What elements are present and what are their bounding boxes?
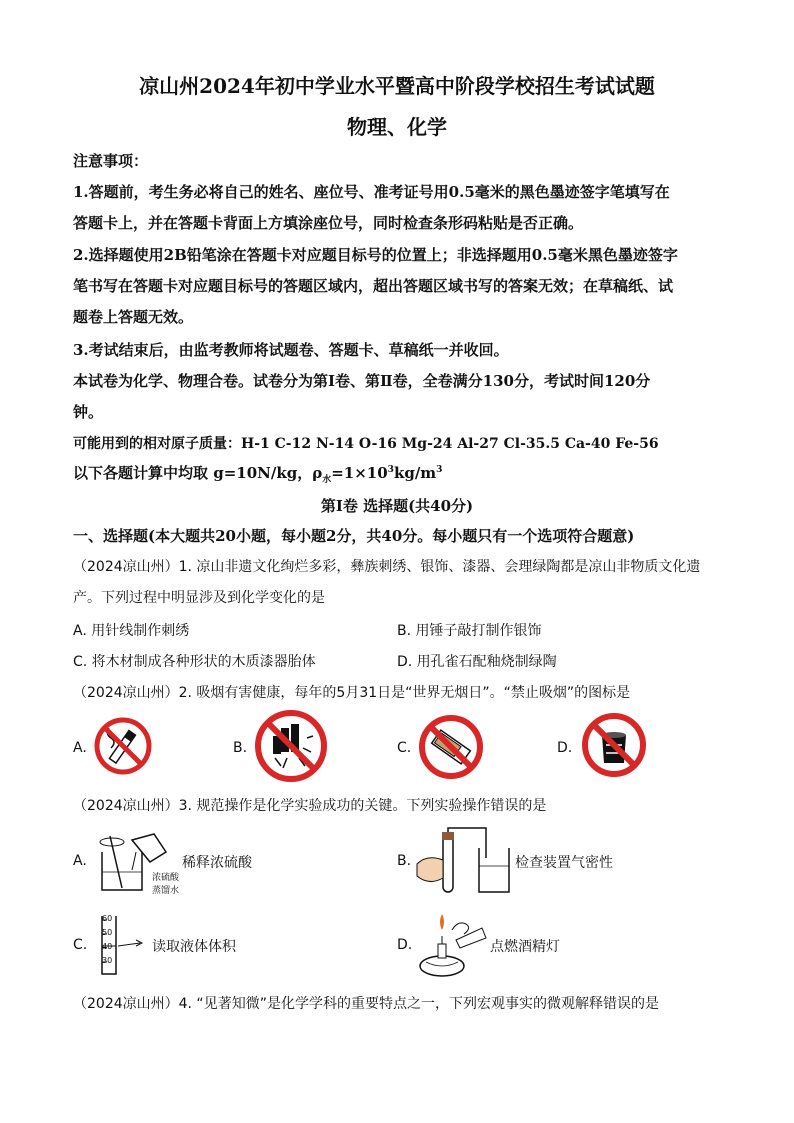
q1-option-a: A. 用针线制作刺绣 (73, 623, 190, 639)
q3-option-d-label: D. (397, 937, 413, 953)
constants-sub: 水 (322, 475, 332, 485)
notice-item2-line1: 2.选择题使用2B铅笔涂在答题卡对应题目标号的位置上；非选择题用0.5毫米黑色墨迹签字 (73, 246, 678, 264)
no-dumping-icon (580, 711, 648, 779)
tick-50: 50 (102, 928, 113, 937)
q3-label-acid: 浓硫酸 (152, 873, 180, 883)
q3-option-a-label: A. (73, 853, 87, 869)
q3-option-b-label: B. (397, 853, 412, 869)
no-fireworks-icon (253, 708, 329, 784)
notice-item2-line3: 题卷上答题无效。 (73, 308, 194, 326)
constants-sup2: 3 (436, 465, 443, 475)
q2-option-d-label: D. (557, 740, 573, 756)
exam-info-line1: 本试卷为化学、物理合卷。试卷分为第Ⅰ卷、第Ⅱ卷，全卷满分130分，考试时间120分 (73, 372, 651, 390)
tick-60: 60 (102, 914, 113, 923)
constants-prefix: 以下各题计算中均取 g=10N/kg，ρ (73, 464, 323, 482)
page-subtitle: 物理、化学 (347, 115, 447, 139)
no-matches-icon (417, 713, 485, 781)
no-smoking-icon (93, 716, 153, 776)
q3-option-d-text: 点燃酒精灯 (490, 939, 560, 955)
q3-option-b-text: 检查装置气密性 (515, 855, 613, 871)
tick-30: 30 (102, 956, 113, 965)
constants-mid: =1×10 (331, 464, 388, 482)
exam-info-line2: 钟。 (73, 403, 104, 421)
alcohol-lamp-figure (412, 910, 490, 980)
notice-item1-line2: 答题卡上，并在答题卡背面上方填涂座位号，同时检查条形码粘贴是否正确。 (73, 214, 584, 232)
notice-item2-line2: 笔书写在答题卡对应题目标号的答题区域内，超出答题区域书写的答案无效；在草稿纸、试 (73, 277, 674, 295)
constants-unit: kg/m (393, 464, 437, 482)
q2-option-a-label: A. (73, 740, 87, 756)
q3-option-c-text: 读取液体体积 (152, 939, 236, 955)
notice-item3: 3.考试结束后，由监考教师将试题卷、答题卡、草稿纸一并收回。 (73, 341, 509, 359)
q1-option-c: C. 将木材制成各种形状的木质漆器胎体 (73, 654, 316, 670)
notice-item1-line1: 1.答题前，考生务必将自己的姓名、座位号、准考证号用0.5毫米的黑色墨迹签字笔填写在 (73, 183, 670, 201)
q3-label-water: 蒸馏水 (152, 886, 180, 896)
atomic-masses: 可能用到的相对原子质量：H-1 C-12 N-14 O-16 Mg-24 Al-27 Cl-35.5 Ca-40 Fe-56 (73, 436, 659, 452)
q1-stem-line1: （2024凉山州）1. 凉山非遗文化绚烂多彩，彝族刺绣、银饰、漆器、会理绿陶都是凉山非物质文化遗 (73, 559, 701, 575)
page-title: 凉山州2024年初中学业水平暨高中阶段学校招生考试试题 (139, 74, 655, 98)
airtightness-check-figure (413, 824, 513, 896)
notice-heading: 注意事项： (73, 152, 149, 170)
section-heading: 一、选择题(本大题共20小题，每小题2分，共40分。每小题只有一个选项符合题意) (73, 527, 635, 545)
part1-heading: 第Ⅰ卷 选择题(共40分) (320, 497, 474, 515)
tick-40: 40 (102, 942, 113, 951)
q1-stem-line2: 产。下列过程中明显涉及到化学变化的是 (73, 590, 325, 606)
q2-option-c-label: C. (397, 740, 412, 756)
q2-option-b-label: B. (233, 740, 248, 756)
q3-option-c-label: C. (73, 937, 88, 953)
q1-option-d: D. 用孔雀石配釉烧制绿陶 (397, 654, 557, 670)
q3-stem: （2024凉山州）3. 规范操作是化学实验成功的关键。下列实验操作错误的是 (73, 798, 547, 814)
q3-option-a-text: 稀释浓硫酸 (182, 855, 252, 871)
constants-line (73, 462, 723, 485)
constants-sup: 3 (387, 465, 394, 475)
q2-stem: （2024凉山州）2. 吸烟有害健康，每年的5月31日是“世界无烟日”。“禁止吸烟”的图标是 (73, 685, 631, 701)
q1-option-b: B. 用锤子敲打制作银饰 (397, 623, 542, 639)
q4-stem: （2024凉山州）4. “见著知微”是化学学科的重要特点之一，下列宏观事实的微观解释错误的是 (73, 996, 659, 1012)
